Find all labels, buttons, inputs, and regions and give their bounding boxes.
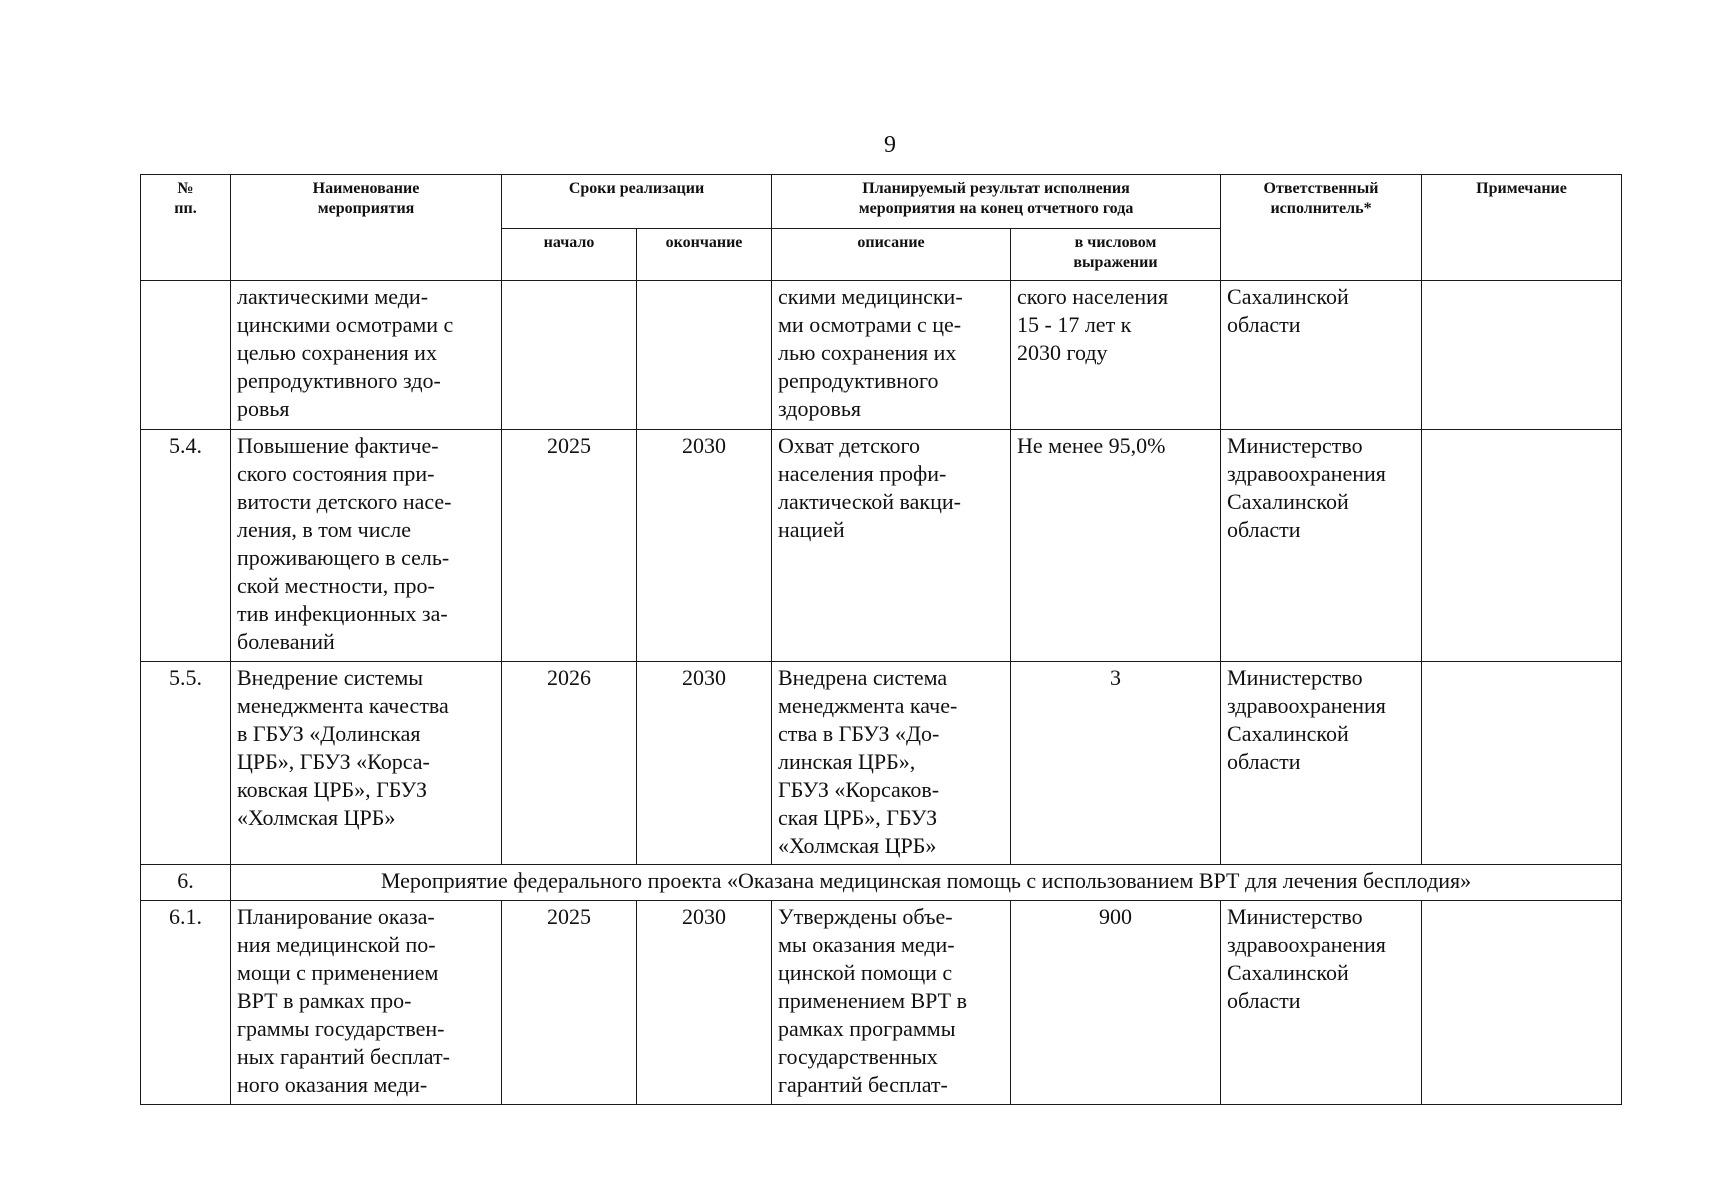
row-numeric: ского населения 15 - 17 лет к 2030 году — [1011, 281, 1221, 430]
page-number: 9 — [884, 132, 896, 158]
row-description: Внедрена система менеджмента каче- ства в ГБУЗ «До- линская ЦРБ», ГБУЗ «Корсаков- ская ЦРБ», ГБУЗ «Холмская ЦРБ» — [772, 662, 1011, 865]
header-responsible: Ответственный исполнитель* — [1221, 175, 1422, 281]
row-note — [1422, 662, 1622, 865]
plan-table — [140, 174, 1622, 1105]
row-responsible: Министерство здравоохранения Сахалинской области — [1221, 430, 1422, 662]
header-note: Примечание — [1422, 175, 1622, 281]
table-row — [141, 281, 1622, 430]
row-start — [502, 281, 637, 430]
row-name: Повышение фактиче- ского состояния при- витости детского насе- ления, в том числе проживающего в сель- ской местности, про- тив инфекционных за- болеваний — [231, 430, 502, 662]
header-end: окончание — [637, 229, 772, 281]
header-description: описание — [772, 229, 1011, 281]
row-note — [1422, 430, 1622, 662]
header-start: начало — [502, 229, 637, 281]
row-numeric: 3 — [1011, 662, 1221, 865]
row-name: лактическими меди- цинскими осмотрами с целью сохранения их репродуктивного здо- ровья — [231, 281, 502, 430]
row-note — [1422, 281, 1622, 430]
header-result: Планируемый результат исполнения мероприятия на конец отчетного года — [772, 175, 1221, 229]
row-responsible: Сахалинской области — [1221, 281, 1422, 430]
table-row — [141, 662, 1622, 865]
row-num: 5.5. — [141, 662, 231, 865]
row-end: 2030 — [637, 901, 772, 1105]
row-start: 2025 — [502, 430, 637, 662]
row-responsible: Министерство здравоохранения Сахалинской области — [1221, 901, 1422, 1105]
row-responsible: Министерство здравоохранения Сахалинской области — [1221, 662, 1422, 865]
row-note — [1422, 901, 1622, 1105]
row-description: Утверждены объе- мы оказания меди- цинской помощи с применением ВРТ в рамках программы государственных гарантий бесплат- — [772, 901, 1011, 1105]
table-row — [141, 901, 1622, 1105]
row-num: 6.1. — [141, 901, 231, 1105]
row-end — [637, 281, 772, 430]
header-num: № пп. — [141, 175, 231, 281]
row-end: 2030 — [637, 662, 772, 865]
row-num — [141, 281, 231, 430]
header-name: Наименование мероприятия — [231, 175, 502, 281]
section-row — [141, 865, 1622, 901]
row-name: Внедрение системы менеджмента качества в ГБУЗ «Долинская ЦРБ», ГБУЗ «Корса- ковская ЦРБ», ГБУЗ «Холмская ЦРБ» — [231, 662, 502, 865]
row-description: Охват детского населения профи- лактической вакци- нацией — [772, 430, 1011, 662]
row-numeric: Не менее 95,0% — [1011, 430, 1221, 662]
section-title: Мероприятие федерального проекта «Оказана медицинская помощь с использованием ВРТ для лечения бесплодия» — [231, 865, 1622, 901]
row-start: 2026 — [502, 662, 637, 865]
header-terms: Сроки реализации — [502, 175, 772, 229]
row-start: 2025 — [502, 901, 637, 1105]
row-end: 2030 — [637, 430, 772, 662]
section-num: 6. — [141, 865, 231, 901]
row-numeric: 900 — [1011, 901, 1221, 1105]
row-name: Планирование оказа- ния медицинской по- мощи с применением ВРТ в рамках про- граммы государствен- ных гарантий бесплат- ного оказания меди- — [231, 901, 502, 1105]
table-row — [141, 430, 1622, 662]
header-numeric: в числовом выражении — [1011, 229, 1221, 281]
row-description: скими медицински- ми осмотрами с це- лью сохранения их репродуктивного здоровья — [772, 281, 1011, 430]
row-num: 5.4. — [141, 430, 231, 662]
